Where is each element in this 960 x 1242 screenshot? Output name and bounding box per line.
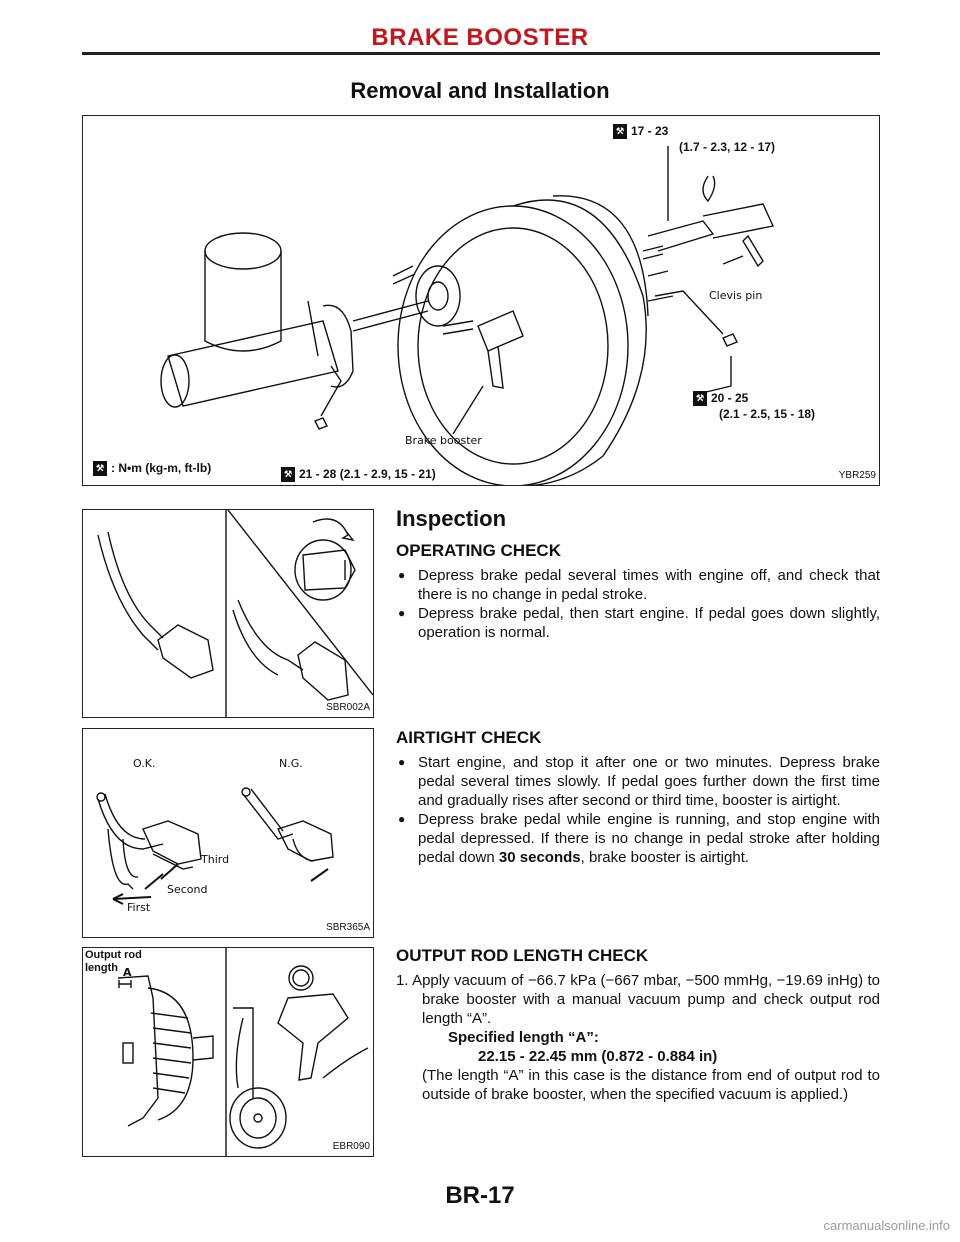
torque-21-28: ⚒ 21 - 28 (2.1 - 2.9, 15 - 21) <box>281 467 436 482</box>
figure-code: YBR259 <box>838 470 876 481</box>
ok-label: O.K. <box>133 757 156 770</box>
airtight-item-1: ● Start engine, and stop it after one or two minutes. Depress brake pedal several times slowly. If pedal goes further down the first time and gradually rises after second or third time, booster is airtight. <box>398 754 880 809</box>
page-number: BR-17 <box>445 1182 515 1209</box>
operating-check-figure <box>82 509 374 718</box>
inspection-heading <box>396 506 506 532</box>
output-rod-step-1: 1. Apply vacuum of −66.7 kPa (−667 mbar, −500 mmHg, −19.69 inHg) to brake booster with a manual vacuum pump and check output rod length “A”. <box>396 972 880 1027</box>
bullet-icon: ● <box>398 812 406 826</box>
output-rod-title: OUTPUT ROD LENGTH CHECK <box>396 946 649 965</box>
brake-booster-label: Brake booster <box>405 434 482 447</box>
watermark: carmanualsonline.info <box>823 1218 950 1233</box>
length-a-label: A <box>123 966 132 979</box>
operating-check-title: OPERATING CHECK <box>396 541 561 560</box>
figure-code: SBR365A <box>326 922 370 933</box>
operating-check-section <box>396 541 880 642</box>
spec-label: Specified length “A”: <box>448 1029 599 1046</box>
wrench-icon: ⚒ <box>693 391 707 406</box>
second-label: Second <box>167 883 208 896</box>
torque-20-25: ⚒ 20 - 25 <box>693 391 748 406</box>
bullet-icon: ● <box>398 568 406 582</box>
wrench-icon: ⚒ <box>93 461 107 476</box>
output-rod-note: (The length “A” in this case is the distance from end of output rod to outside of brake booster, when the specified vacuum is applied.) <box>422 1067 880 1103</box>
first-label: First <box>127 901 151 914</box>
torque-legend: ⚒ : N•m (kg-m, ft-lb) <box>93 461 211 476</box>
output-rod-label: Output rod length <box>85 949 142 974</box>
torque-17-23-units: (1.7 - 2.3, 12 - 17) <box>679 140 776 154</box>
booster-removal-figure <box>82 115 880 486</box>
third-label: Third <box>201 853 230 866</box>
airtight-duration: 30 seconds <box>498 849 581 866</box>
output-rod-illustration <box>83 948 373 1156</box>
ng-label: N.G. <box>279 757 303 770</box>
bullet-icon: ● <box>398 606 406 620</box>
torque-20-25-units: (2.1 - 2.5, 15 - 18) <box>719 407 816 421</box>
figure-code: EBR090 <box>332 1141 370 1152</box>
output-rod-section <box>396 946 880 1104</box>
airtight-check-section <box>396 728 880 867</box>
operating-item-2: ● Depress brake pedal, then start engine. If pedal goes down slightly, operation is normal. <box>398 605 880 641</box>
spec-value: 22.15 - 22.45 mm (0.872 - 0.884 in) <box>478 1048 718 1065</box>
bullet-icon: ● <box>398 755 406 769</box>
pedal-illustration <box>83 510 373 717</box>
wrench-icon: ⚒ <box>281 467 295 482</box>
wrench-icon: ⚒ <box>613 124 627 139</box>
page-header: BRAKE BOOSTER <box>371 24 589 51</box>
clevis-pin-label: Clevis pin <box>709 289 763 302</box>
figure-code: SBR002A <box>326 702 370 713</box>
airtight-item-2: ● Depress brake pedal while engine is running, and stop engine with pedal depressed. If there is no change in pedal stroke after holding pedal down 30 seconds, brake booster is airtight. <box>398 811 880 866</box>
section-title: Removal and Installation <box>350 78 610 103</box>
header-rule <box>82 52 880 55</box>
inspection-title: Inspection <box>396 506 507 531</box>
airtight-check-title: AIRTIGHT CHECK <box>396 728 542 747</box>
torque-17-23: ⚒ 17 - 23 <box>613 124 668 139</box>
operating-item-1: ● Depress brake pedal several times with engine off, and check that there is no change in pedal stroke. <box>398 567 880 603</box>
output-rod-figure <box>82 947 374 1157</box>
airtight-check-figure <box>82 728 374 938</box>
